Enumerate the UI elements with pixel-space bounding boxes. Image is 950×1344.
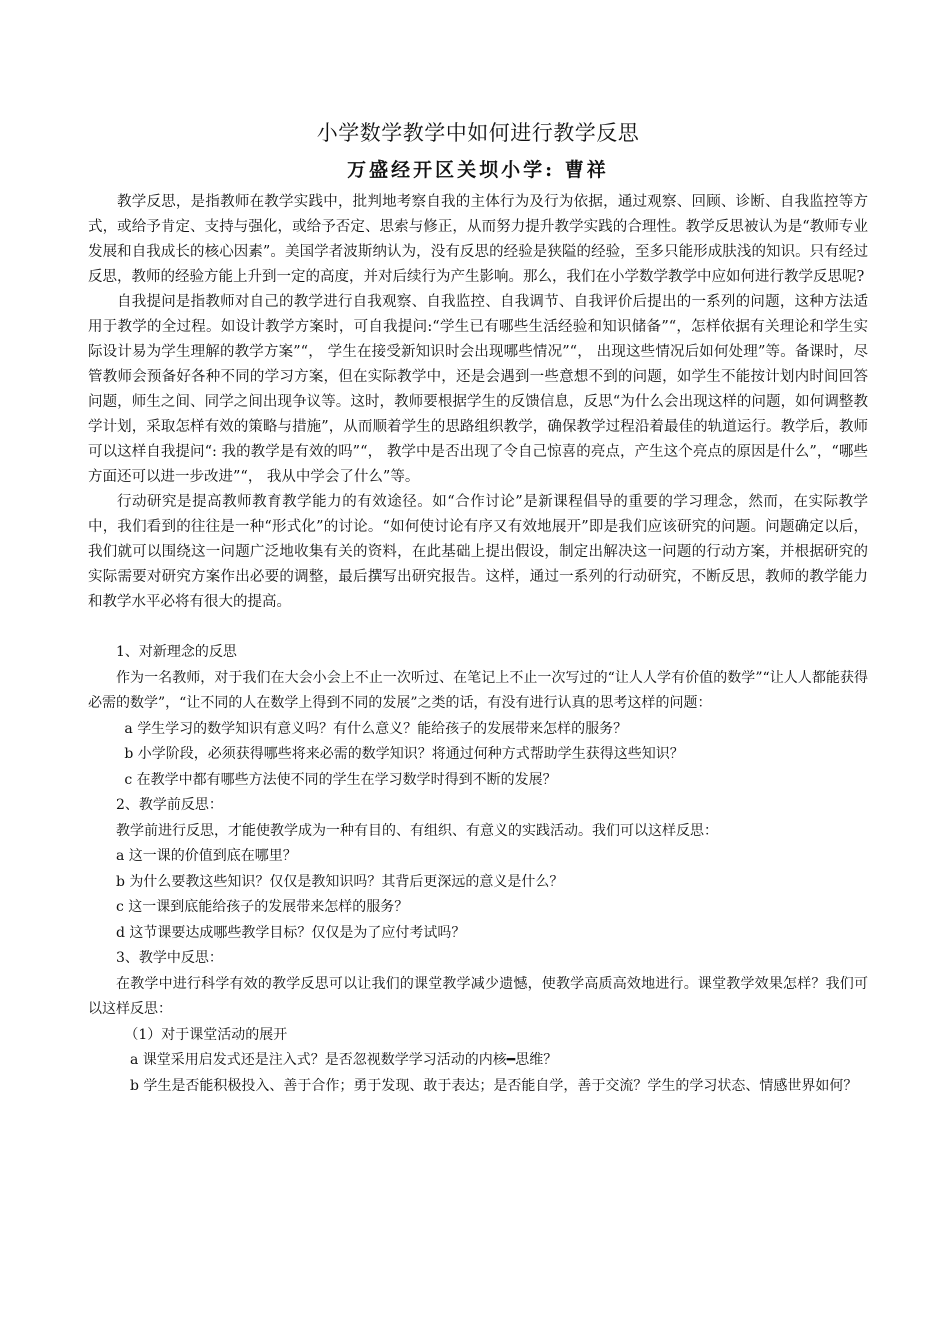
question-item: a 课堂采用启发式还是注入式？是否忽视数学学习活动的内核━思维？ [130, 1052, 558, 1068]
paragraph: 行动研究是提高教师教育教学能力的有效途径。如“合作讨论”是新课程倡导的重要的学习理念，然而，在实际教学中，我们看到的往往是一种“形式化”的讨论。“如何使讨论有序又有效地展开”即是我们应该研究的问题。问题确定以后，我们就可以围绕这一问题广泛地收集有关的资料，在此基础上提出假设，制定出解决这一问题的行动方案，并根据研究的实际需要对研究方案作出必要的调整，最后撰写出研究报告。这样，通过一系列的行动研究，不断反思，教师的教学能力和教学水平必将有很大的提高。 [88, 494, 868, 610]
reflection-sections [88, 640, 868, 1099]
section-heading: 2、教学前反思： [116, 797, 223, 813]
question-item: a 学生学习的数学知识有意义吗？有什么意义？能给孩子的发展带来怎样的服务？ [124, 720, 628, 737]
question-item: d 这节课要达成哪些教学目标？仅仅是为了应付考试吗？ [116, 924, 466, 941]
section-text: 教学前进行反思，才能使教学成为一种有目的、有组织、有意义的实践活动。我们可以这样反思： [116, 822, 718, 839]
section-gap [88, 615, 868, 640]
document-author: 万盛经开区关坝小学: 曹祥 [347, 159, 609, 181]
section-text: 作为一名教师，对于我们在大会小会上不止一次听过、在笔记上不止一次写过的“让人人学有价值的数学”“让人人都能获得必需的数学”，“让不同的人在数学上得到不同的发展”之类的话，有没有进行认真的思考这样的问题： [88, 669, 868, 711]
question-item: c 这一课到底能给孩子的发展带来怎样的服务？ [116, 899, 409, 915]
section-heading: 1、对新理念的反思 [116, 644, 237, 660]
paragraph: 教学反思，是指教师在教学实践中，批判地考察自我的主体行为及行为依据，通过观察、回顾、诊断、自我监控等方式，或给予肯定、支持与强化，或给予否定、思索与修正，从而努力提升教学实践的合理性。教学反思被认为是“教师专业发展和自我成长的核心因素”。美国学者波斯纳认为，没有反思的经验是狭隘的经验，至多只能形成肤浅的知识。只有经过反思，教师的经验方能上升到一定的高度，并对后续行为产生影响。那么，我们在小学数学教学中应如何进行教学反思呢? [88, 194, 868, 285]
section-text: 在教学中进行科学有效的教学反思可以让我们的课堂教学减少遗憾，使教学高质高效地进行。课堂教学效果怎样？我们可以这样反思： [88, 975, 868, 1017]
question-item: a 这一课的价值到底在哪里？ [116, 848, 297, 864]
document-page [88, 118, 868, 1099]
question-item: b 学生是否能积极投入、善于合作；勇于发现、敢于表达；是否能自学，善于交流？学生的学习状态、情感世界如何？ [130, 1077, 858, 1094]
question-item: b 为什么要教这些知识？仅仅是教知识吗？其背后更深远的意义是什么？ [116, 873, 564, 890]
paragraph: 自我提问是指教师对自己的教学进行自我观察、自我监控、自我调节、自我评价后提出的一系列的问题，这种方法适用于教学的全过程。如设计教学方案时，可自我提问:“学生已有哪些生活经验和知识储备”“，怎样依据有关理论和学生实际设计易为学生理解的教学方案”“， 学生在接受新知识时会出现哪些情况”“， 出现这些情况后如何处理”等。备课时，尽管教师会预备好各种不同的学习方案，但在实际教学中，还是会遇到一些意想不到的问题，如学生不能按计划内时间回答问题，师生之间、同学之间出现争议等。这时，教师要根据学生的反馈信息，反思“为什么会出现这样的问题，如何调整教学计划，采取怎样有效的策略与措施”，从而顺着学生的思路组织教学，确保教学过程沿着最佳的轨道运行。教学后，教师可以这样自我提问“: 我的教学是有效的吗”“， 教学中是否出现了令自己惊喜的亮点，产生这个亮点的原因是什么”，“哪些方面还可以进一步改进”“， 我从中学会了什么”等。 [88, 294, 868, 485]
intro-body [88, 190, 868, 615]
question-item: c 在教学中都有哪些方法使不同的学生在学习数学时得到不断的发展？ [124, 771, 557, 788]
section-heading: 3、教学中反思： [116, 950, 223, 966]
document-title: 小学数学教学中如何进行教学反思 [316, 121, 640, 145]
question-item: b 小学阶段，必须获得哪些将来必需的数学知识？将通过何种方式帮助学生获得这些知识？ [124, 746, 684, 762]
subsection-heading: （1）对于课堂活动的展开 [124, 1026, 288, 1043]
